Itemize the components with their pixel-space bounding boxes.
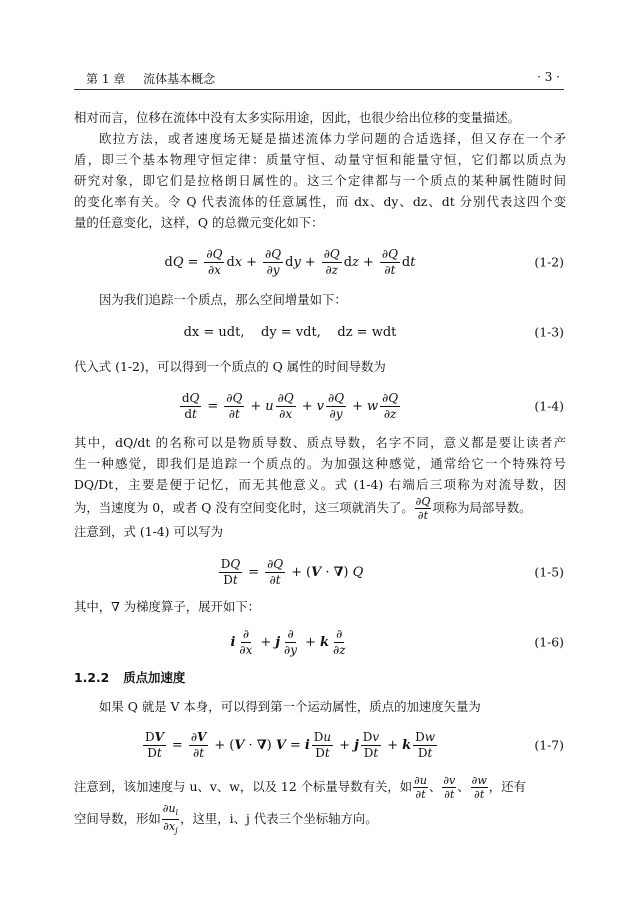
text-line: 盾，即三个基本物理守恒定律：质量守恒、动量守恒和能量守恒，它们都以质点为: [74, 152, 566, 167]
paragraph-7: [74, 696, 566, 717]
text-line: DQ/Dt，主要是便于记忆，而无其他意义。式 (1-4) 右端后三项称为对流导数，因: [74, 477, 566, 492]
equation-1-5: [74, 550, 566, 594]
text-fragment: 空间导数，形如: [74, 811, 161, 827]
equation-body: d Q = $\frac{\partial Q}{\partial x}$ d x + $\frac{\partial Q}{\partial y}$ d y + $\frac{\partial Q}{\partial z}$ d z + $\frac{\partial Q}{\partial t}$ d t: [164, 246, 416, 277]
chapter-label: 第 1 章: [86, 72, 126, 86]
text-line: 其中，∇ 为梯度算子，展开如下：: [74, 599, 261, 614]
text-fragment: ，这里，i、j 代表三个坐标轴方向。: [180, 811, 378, 827]
text-line: 代入式 (1-2)，可以得到一个质点的 Q 属性的时间导数为: [74, 359, 386, 374]
inline-fraction: $\frac{\partial u}{\partial t}$: [414, 774, 427, 801]
text-line: 因为我们追踪一个质点，那么空间增量如下：: [99, 292, 347, 307]
text-line: 的变化率有关。令 Q 代表流体的任意属性，而 dx、dy、dz、dt 分别代表这四个变: [74, 194, 566, 209]
section-title: 质点加速度: [123, 670, 186, 685]
section-heading: [74, 668, 199, 686]
equation-number: (1-3): [534, 324, 564, 340]
text-line: 生一种感觉，即我们是追踪一个质点的。为加强这种感觉，通常给它一个特殊符号: [74, 456, 566, 471]
running-head: [86, 70, 229, 87]
section-number: 1.2.2: [74, 670, 110, 685]
text-line: 欧拉方法，或者速度场无疑是描述流体力学问题的合适选择，但又存在一个矛: [99, 131, 566, 146]
equation-body: $\frac{DQ}{Dt}$ = $\frac{\partial Q}{\partial t}$ + ( V · ∇ ) Q: [220, 556, 364, 587]
paragraph-6: [74, 596, 566, 617]
equation-body: $\frac{dQ}{dt}$ = $\frac{\partial Q}{\partial t}$ + u $\frac{\partial Q}{\partial x}$ + v $\frac{\partial Q}{\partial y}$ + w $\frac{\partial Q}{\partial z}$: [181, 390, 399, 421]
paragraph-1: [74, 107, 566, 128]
inline-fraction: $\frac{\partial u_i}{\partial x_j}$: [162, 802, 179, 836]
paragraph-8: [74, 772, 566, 836]
text-line: 注意到，式 (1-4) 可以写为: [74, 524, 224, 539]
equation-body: dx = udt, dy = vdt, dz = wdt: [183, 324, 397, 340]
equation-body: i $\frac{\partial}{\partial x}$ + j $\frac{\partial}{\partial y}$ + k $\frac{\partial}{\partial z}$: [230, 626, 346, 657]
equation-1-6: [74, 620, 566, 664]
text-fragment: 为，当速度为 0，或者 Q 没有空间变化时，这三项就消失了。: [74, 500, 414, 515]
equation-1-7: [74, 722, 566, 768]
page-header: [74, 67, 564, 90]
text-line: [74, 802, 566, 836]
equation-number: (1-5): [534, 564, 564, 580]
equation-1-4: [74, 384, 566, 428]
paragraph-2: [74, 128, 566, 233]
text-line: 相对而言，位移在流体中没有太多实际用途，因此，也很少给出位移的变量描述。: [74, 110, 521, 125]
inline-fraction: $\frac{\partial v}{\partial t}$: [443, 774, 456, 801]
paragraph-5: [74, 432, 566, 542]
equation-number: (1-4): [534, 398, 564, 414]
text-line: 如果 Q 就是 V 本身，可以得到第一个运动属性，质点的加速度矢量为: [99, 699, 481, 714]
equation-number: (1-2): [534, 254, 564, 270]
page-number: · 3 ·: [537, 70, 560, 84]
text-fragment: ，还有: [488, 779, 526, 794]
text-line: 注意到，该加速度与 u、v、w，以及 12 个标量导数有关，如 $\frac{\partial u}{\partial t}$ 、 $\frac{\partial v}{\partial t}$ 、 $\frac{\partial w}{\partial t}$ ，还有: [74, 774, 526, 801]
text-fragment: 项称为局部导数。: [432, 500, 532, 515]
text-line: 其中，dQ/dt 的名称可以是物质导数、质点导数，名字不同，意义都是要让读者产: [74, 435, 566, 450]
paragraph-3: [74, 289, 566, 310]
text-line: 研究对象，即它们是拉格朗日属性的。这三个定律都与一个质点的某种属性随时间: [74, 173, 566, 188]
equation-1-2: [74, 242, 566, 282]
text-line: [74, 495, 566, 521]
equation-number: (1-7): [534, 737, 564, 753]
paragraph-4: [74, 356, 566, 377]
chapter-title: 流体基本概念: [143, 72, 216, 86]
text-fragment: 注意到，该加速度与 u、v、w，以及 12 个标量导数有关，如: [74, 779, 413, 794]
equation-number: (1-6): [534, 634, 564, 650]
equation-1-3: [74, 315, 566, 349]
text-line: 量的任意变化，这样，Q 的总微元变化如下：: [74, 215, 324, 230]
equation-body: $\frac{DV}{Dt}$ = $\frac{\partial V}{\partial t}$ + ( V · ∇ ) V = i $\frac{Du}{Dt}$ + j $\frac{Dv}{Dt}$ + k $\frac{Dw}{Dt}$: [144, 729, 436, 760]
inline-fraction: $\frac{\partial Q}{\partial t}$: [415, 495, 431, 522]
inline-fraction: $\frac{\partial w}{\partial t}$: [471, 774, 487, 801]
